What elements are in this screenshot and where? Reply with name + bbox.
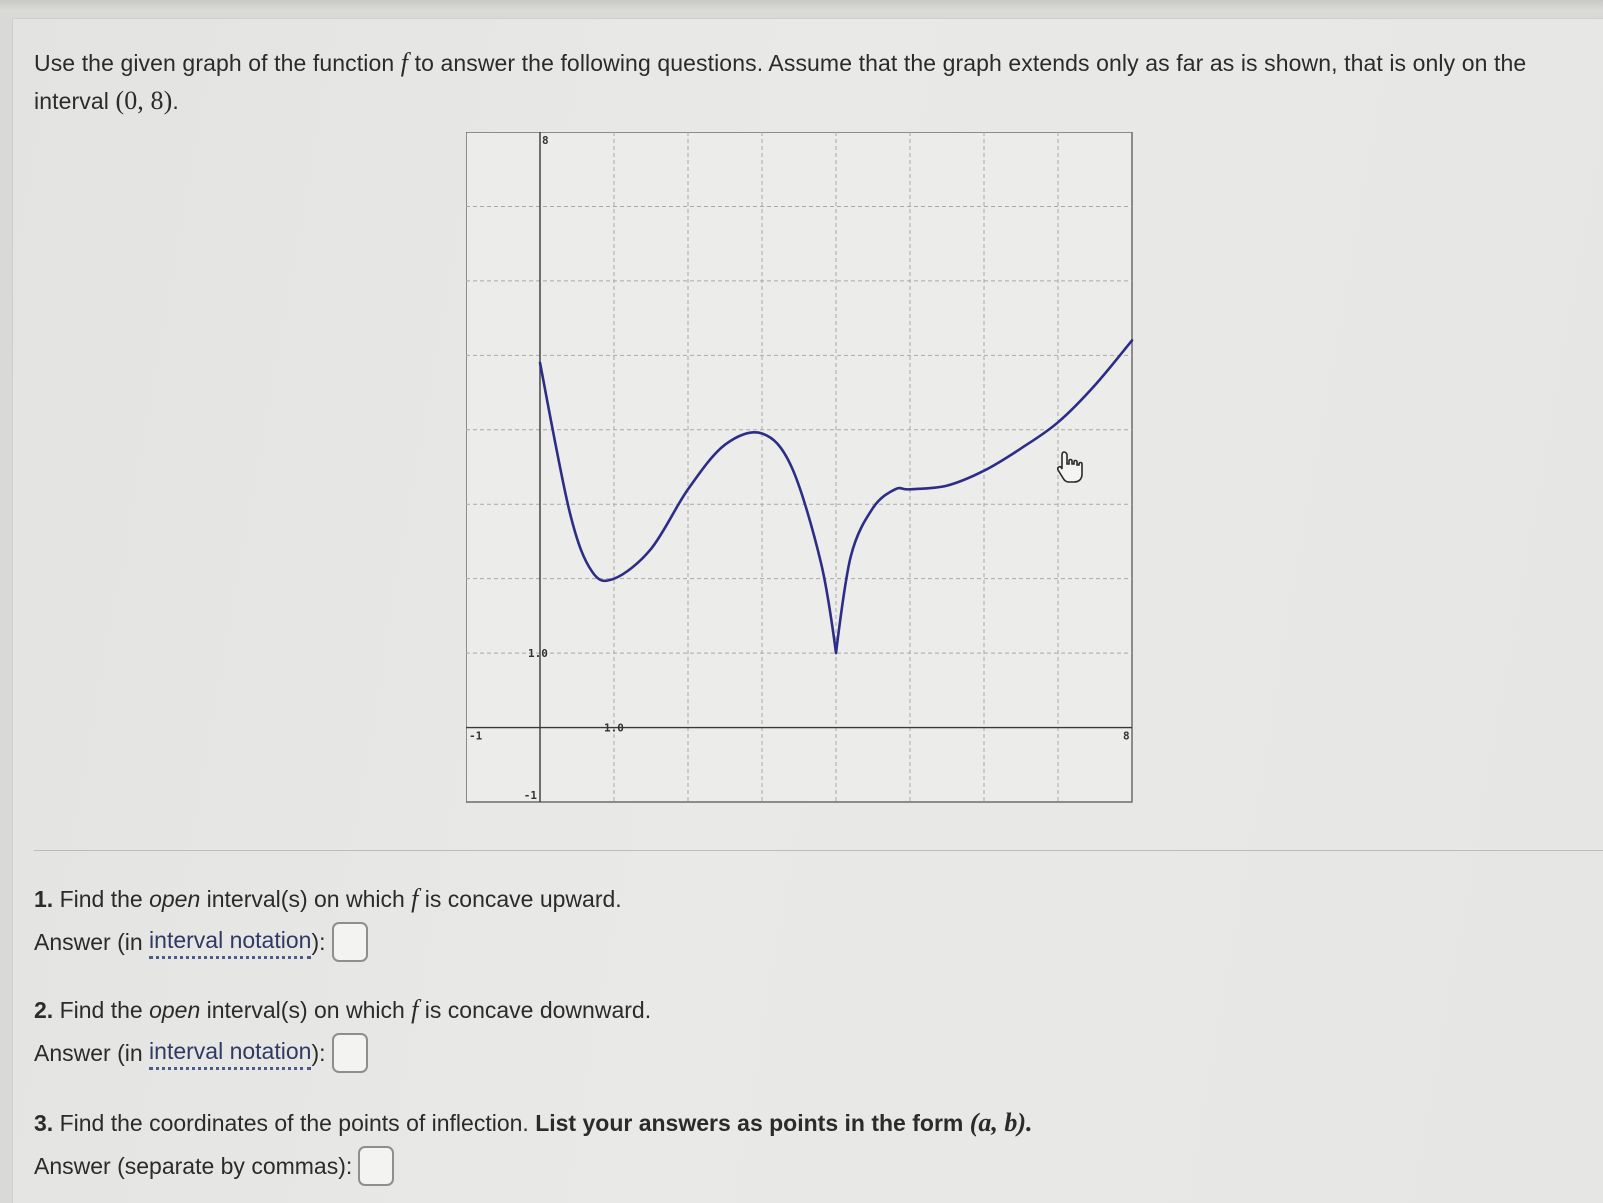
graph-frame: [466, 132, 1132, 802]
question-3-answer-row: [34, 1146, 394, 1186]
question-2-number: 2.: [34, 997, 54, 1023]
tick-label-y-min: -1: [523, 789, 537, 802]
interval-value: (0, 8): [115, 86, 173, 115]
question-1-function-symbol: f: [411, 884, 419, 913]
question-1-answer-suffix: ):: [311, 929, 326, 955]
function-symbol: f: [400, 48, 409, 77]
question-2-text-c: is concave downward.: [424, 997, 652, 1023]
section-divider: [34, 850, 1603, 851]
question-2-answer-prefix: Answer (in: [34, 1040, 143, 1066]
question-1: [34, 884, 622, 914]
question-3-number: 3.: [34, 1110, 54, 1136]
question-3-answer-label: Answer (separate by commas):: [34, 1153, 353, 1179]
answer-input-2[interactable]: [332, 1033, 368, 1073]
intro-text-before: Use the given graph of the function: [34, 50, 395, 76]
tick-label-x-one: 1.0: [604, 721, 624, 735]
question-1-emphasis: open: [149, 886, 201, 912]
intro-period: .: [172, 88, 179, 114]
question-2: [34, 995, 651, 1025]
tick-label-x-max: 8: [1123, 729, 1130, 743]
graph-svg: [466, 132, 1154, 822]
question-1-number: 1.: [34, 886, 54, 912]
intro-text-after: to answer the following questions. Assume that the graph extends only as far as is shown, that is only on the interval: [34, 50, 1527, 114]
question-2-emphasis: open: [149, 997, 201, 1023]
tick-label-x-min: -1: [469, 729, 483, 743]
question-2-function-symbol: f: [411, 995, 419, 1024]
question-3: [34, 1108, 1033, 1138]
function-graph: [466, 132, 1154, 822]
question-2-text-a: Find the: [59, 997, 143, 1023]
tick-label-y-max: 8: [542, 134, 549, 147]
answer-input-1[interactable]: [332, 922, 368, 962]
question-1-text-a: Find the: [59, 886, 143, 912]
top-strip: [0, 0, 1603, 12]
question-1-text-c: is concave upward.: [424, 886, 622, 912]
question-1-answer-prefix: Answer (in: [34, 929, 143, 955]
interval-notation-link-1[interactable]: interval notation: [149, 925, 311, 959]
question-2-answer-row: [34, 1033, 368, 1073]
question-3-text-a: Find the coordinates of the points of inflection.: [59, 1110, 529, 1136]
question-2-answer-suffix: ):: [311, 1040, 326, 1066]
answer-input-3[interactable]: [358, 1146, 394, 1186]
interval-notation-link-2[interactable]: interval notation: [149, 1036, 311, 1070]
question-2-text-b: interval(s) on which: [206, 997, 405, 1023]
problem-statement: [34, 44, 1574, 120]
question-3-bold-instruction: List your answers as points in the form: [535, 1110, 964, 1136]
question-3-point-form: (a, b).: [969, 1108, 1033, 1137]
question-1-text-b: interval(s) on which: [206, 886, 405, 912]
question-1-answer-row: [34, 922, 368, 962]
tick-label-y-one: 1.0: [528, 647, 548, 661]
